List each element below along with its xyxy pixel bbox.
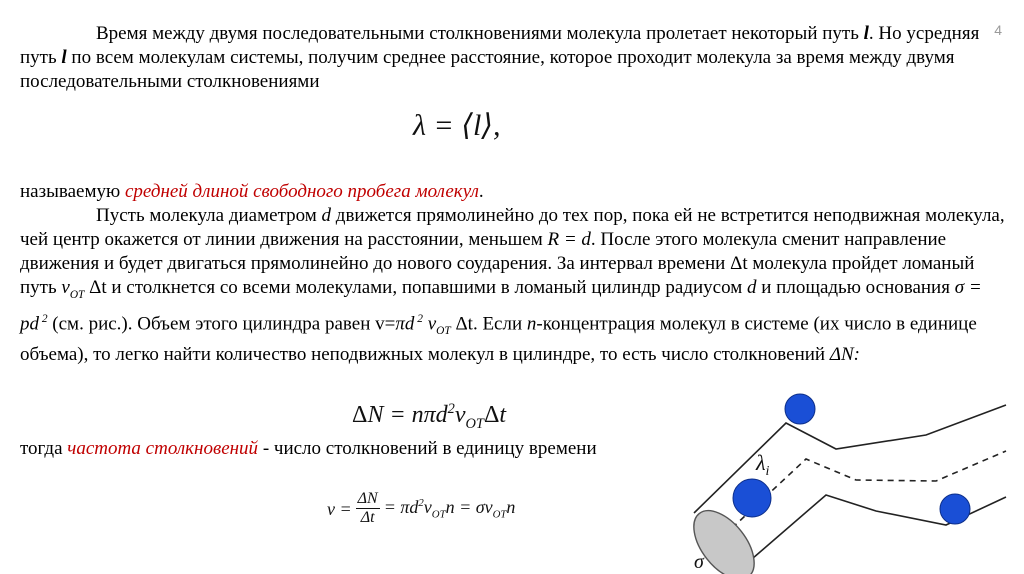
path-l: l (863, 23, 869, 44)
paragraph-main (20, 180, 1005, 367)
frequency-definition: - число столкновений в единицу времени (258, 438, 597, 459)
nu-lhs: ν = (327, 498, 352, 519)
sup-2: 2 (39, 312, 48, 325)
molecule-3 (940, 494, 970, 524)
fraction (356, 490, 380, 527)
var-n: n (526, 313, 537, 335)
var-dt-2: Δt (84, 277, 107, 298)
p3-text-9: -концентрация молекул в системе (их число в единице объема), то легко найти количество неподвижных молекул в цилиндре, то есть число столкновений (20, 313, 977, 365)
fraction-denominator: Δt (360, 509, 375, 526)
term-mean-free-path: средней длиной свободного пробега молекул (124, 181, 479, 202)
formula-frequency (327, 490, 515, 527)
intro-text-c: по всем молекулам системы, получим среднее расстояние, которое проходит молекула за время между двумя последовательными столкновениями (20, 47, 955, 92)
var-sigma: σ = pd (20, 277, 982, 335)
formula-mean-free-path: λ = ⟨l⟩, (413, 109, 501, 142)
sub-ot: OT (69, 288, 85, 301)
term-collision-frequency: частота столкновений (67, 438, 259, 459)
cylinder-diagram (676, 385, 1024, 574)
p3-text-2: движется прямолинейно до тех пор, пока ей не встретится неподвижная молекула, чей центр окажется от линии движения на расстоянии, меньшем (20, 205, 1005, 250)
var-v-2: v (422, 313, 437, 335)
then-text: тогда (20, 438, 68, 459)
sub-ot-2: OT (436, 324, 451, 337)
slide-number: 4 (994, 22, 1002, 38)
molecule-1 (785, 394, 815, 424)
formula-collisions: $\Delta N = n\pi d^2v_{OT}\Delta t$ (352, 401, 507, 432)
p3-text-1: Пусть молекула диаметром (96, 205, 322, 226)
paragraph-intro (20, 22, 1005, 94)
p3-text-3: . После этого молекула сменит направление движения и будет двигаться прямолинейно до нового соударения. За интервал времени (20, 229, 947, 274)
var-r-eq-d: R = d (547, 229, 591, 250)
var-dt-3: Δt (450, 313, 473, 335)
molecule-2 (733, 479, 771, 517)
nu-rhs: = $\pi d^2v_{OT}n = \sigma v_{OT}n$ (383, 496, 516, 521)
p3-text-6: и площадью основания (756, 277, 955, 298)
var-v: v (61, 277, 70, 298)
lambda-label: $\lambda_i$ (756, 450, 770, 479)
p3-text-7: (см. рис.). Объем этого цилиндра равен v= (47, 313, 396, 335)
paragraph-frequency (20, 437, 680, 461)
sigma-label: σ (694, 551, 704, 573)
var-delta-n: ΔN: (829, 343, 861, 365)
p3-text-8: . Если (472, 313, 527, 335)
intro-text-b: . Но усредняя путь (20, 23, 980, 68)
called-text: называемую (20, 181, 125, 202)
period: . (478, 181, 484, 202)
var-d: d (321, 205, 332, 226)
var-pi-d: πd (395, 313, 415, 335)
sup-2b: 2 (414, 312, 423, 325)
fraction-numerator: ΔN (357, 490, 378, 507)
var-d-2: d (747, 277, 757, 298)
path-l-2: l (61, 47, 67, 68)
p3-text-4: молекула пройдет ломаный путь (20, 253, 975, 298)
p3-text-5: и столкнется со всеми молекулами, попавшими в ломаный цилиндр радиусом (106, 277, 747, 298)
intro-text-a: Время между двумя последовательными столкновениями молекула пролетает некоторый путь (96, 23, 864, 44)
var-dt: Δt (730, 253, 748, 274)
